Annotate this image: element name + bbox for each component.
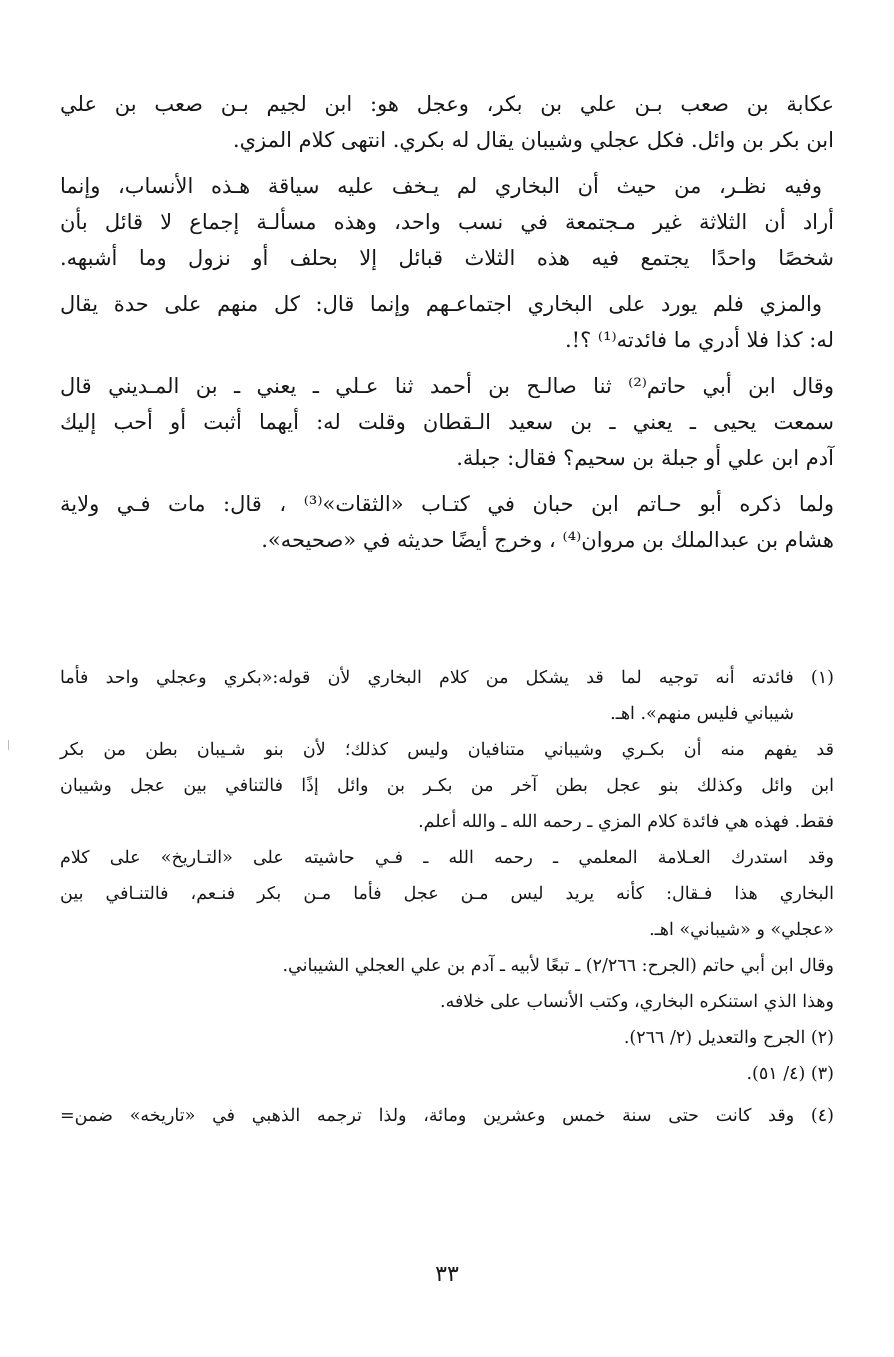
footnote-line: وقال ابن أبي حاتم (الجرح: ٢/٢٦٦) ـ تبعًا لأبيه ـ آدم بن علي العجلي الشيباني.: [282, 956, 834, 976]
paragraph-4: [60, 368, 834, 476]
paragraph-2: [60, 168, 834, 276]
text-line: وقال ابن أبي حاتم⁽²⁾ ثنا صالـح بن أحمد ثنا عـلي ـ يعني ـ بن المـديني قال: [60, 374, 834, 398]
footnote-line: شيباني فليس منهم». اهـ.: [610, 704, 794, 724]
text-line: له: كذا فلا أدري ما فائدته⁽¹⁾ ؟!.: [564, 328, 834, 352]
footnote-2: (٢) الجرح والتعديل (٢/ ٢٦٦).: [623, 1028, 834, 1048]
text-line: والمزي فلم يورد على البخاري اجتماعـهم وإنما قال: كل منهم على حدة يقال: [60, 292, 822, 316]
footnote-line: «عجلي» و «شيباني» اهـ.: [649, 920, 834, 940]
footnote-line: ابن وائل وكذلك بنو عجل بطن آخر من بكـر بن وائل إذًا فالتنافي بين عجل وشيبان: [60, 776, 834, 796]
footnote-line: (١) فائدته أنه توجيه لما قد يشكل من كلام البخاري لأن قوله:«بكري وعجلي واحد فأما: [60, 668, 834, 688]
text-line: هشام بن عبدالملك بن مروان⁽⁴⁾ ، وخرج أيضًا حديثه في «صحيحه».: [261, 528, 834, 552]
paragraph-3: [60, 286, 834, 358]
book-page: [60, 0, 834, 1357]
text-line: سمعت يحيى ـ يعني ـ بن سعيد الـقطان وقلت له: أيهما أثبت أو أحب إليك: [60, 410, 834, 434]
text-line: ابن بكر بن وائل. فكل عجلي وشيبان يقال له بكري. انتهى كلام المزي.: [232, 128, 834, 152]
footnote-4: (٤) وقد كانت حتى سنة خمس وعشرين ومائة، ولذا ترجمه الذهبي في «تاريخه» ضمن=: [60, 1106, 834, 1126]
text-line: وفيه نظـر، من حيث أن البخاري لم يـخف عليه سياقة هـذه الأنساب، وإنما: [60, 174, 822, 198]
footnote-line: البخاري هذا فـقال: كأنه يريد ليس مـن عجل فأما مـن بكر فنـعم، فالتنـافي بين: [60, 884, 834, 904]
footnote-line: وهذا الذي استنكره البخاري، وكتب الأنساب على خلافه.: [440, 992, 834, 1012]
text-line: ولما ذكره أبو حـاتم ابن حبان في كتـاب «الثقات»⁽³⁾ ، قال: مات فـي ولاية: [60, 492, 835, 516]
footnote-3: (٣) (٤/ ٥١).: [746, 1064, 834, 1084]
paragraph-5: [60, 486, 834, 558]
paragraph-1: [60, 86, 834, 158]
page-number: ٣٣: [435, 1262, 459, 1287]
footnotes: [60, 660, 834, 1134]
footnote-line: قد يفهم منه أن بكـري وشيباني متنافيان وليس كذلك؛ لأن بنو شـيبان بطن من بكر: [60, 740, 834, 760]
text-line: آدم ابن علي أو جبلة بن سحيم؟ فقال: جبلة.: [456, 446, 834, 470]
footnote-1: [60, 660, 834, 1020]
text-line: شخصًا واحدًا يجتمع فيه هذه الثلاث قبائل إلا بحلف أو نزول وما أشبهه.: [60, 246, 834, 270]
text-line: أراد أن الثلاثة غير مـجتمعة في نسب واحد، وهذه مسألـة إجماع لا قائل بأن: [60, 210, 834, 234]
text-line: عكابة بن صعب بـن علي بن بكر، وعجل هو: ابن لجيم بـن صعب بن علي: [60, 92, 834, 116]
footnote-line: فقط. فهذه هي فائدة كلام المزي ـ رحمه الله ـ والله أعلم.: [418, 812, 834, 832]
margin-mark: [8, 740, 9, 750]
main-text: [60, 86, 834, 568]
footnote-line: وقد استدرك العـلامة المعلمي ـ رحمه الله ـ فـي حاشيته على «التـاريخ» على كلام: [60, 848, 834, 868]
